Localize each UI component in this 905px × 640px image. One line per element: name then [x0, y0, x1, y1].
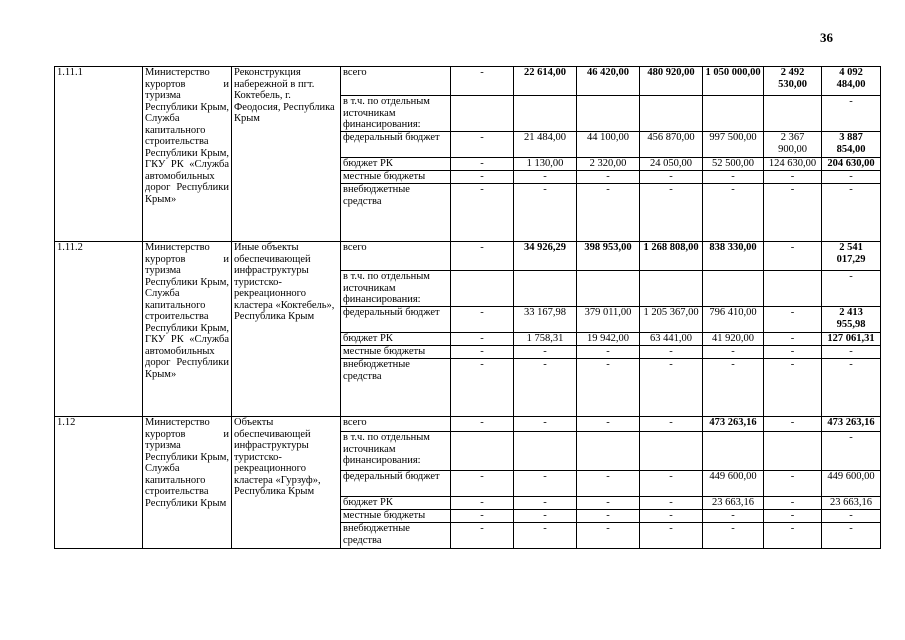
- amount-cell: -: [764, 333, 822, 346]
- amount-cell: [451, 96, 514, 132]
- amount-cell: [703, 432, 764, 471]
- amount-cell: 127 061,31: [822, 333, 881, 346]
- amount-cell: -: [514, 171, 577, 184]
- amount-cell: -: [451, 523, 514, 549]
- amount-cell: -: [451, 471, 514, 497]
- funding-source-label: федеральный бюджет: [341, 132, 451, 158]
- amount-cell: -: [764, 242, 822, 271]
- amount-cell: -: [822, 359, 881, 417]
- amount-cell: 473 263,16: [703, 417, 764, 432]
- amount-cell: -: [822, 96, 881, 132]
- amount-cell: 3 887 854,00: [822, 132, 881, 158]
- amount-cell: 22 614,00: [514, 67, 577, 96]
- amount-cell: -: [703, 510, 764, 523]
- amount-cell: -: [577, 471, 640, 497]
- amount-cell: -: [822, 346, 881, 359]
- amount-cell: -: [764, 497, 822, 510]
- page-number: 36: [820, 30, 833, 45]
- amount-cell: -: [640, 171, 703, 184]
- amount-cell: -: [764, 471, 822, 497]
- table-row: [55, 417, 881, 432]
- amount-cell: 2 367 900,00: [764, 132, 822, 158]
- amount-cell: [514, 432, 577, 471]
- funding-source-label: местные бюджеты: [341, 171, 451, 184]
- amount-cell: -: [451, 67, 514, 96]
- amount-cell: 398 953,00: [577, 242, 640, 271]
- amount-cell: 204 630,00: [822, 158, 881, 171]
- amount-cell: [451, 432, 514, 471]
- funding-source-label: федеральный бюджет: [341, 307, 451, 333]
- executor-cell: Министерство курортов и туризма Республики Крым, Служба капитального строительства Республики Крым, ГКУ РК «Служба автомобильных дорог Республики Крым»: [143, 67, 232, 242]
- amount-cell: -: [514, 184, 577, 242]
- amount-cell: -: [451, 171, 514, 184]
- amount-cell: -: [822, 271, 881, 307]
- amount-cell: -: [451, 417, 514, 432]
- amount-cell: -: [514, 497, 577, 510]
- amount-cell: 2 492 530,00: [764, 67, 822, 96]
- amount-cell: 34 926,29: [514, 242, 577, 271]
- amount-cell: [577, 432, 640, 471]
- amount-cell: -: [822, 184, 881, 242]
- funding-source-label: бюджет РК: [341, 333, 451, 346]
- amount-cell: -: [451, 333, 514, 346]
- amount-cell: [764, 271, 822, 307]
- amount-cell: -: [514, 523, 577, 549]
- item-number: 1.12: [55, 417, 143, 549]
- amount-cell: 2 413 955,98: [822, 307, 881, 333]
- amount-cell: [640, 96, 703, 132]
- amount-cell: 1 130,00: [514, 158, 577, 171]
- amount-cell: [514, 96, 577, 132]
- amount-cell: 63 441,00: [640, 333, 703, 346]
- amount-cell: -: [451, 346, 514, 359]
- amount-cell: -: [764, 417, 822, 432]
- amount-cell: 2 320,00: [577, 158, 640, 171]
- amount-cell: -: [577, 346, 640, 359]
- amount-cell: 379 011,00: [577, 307, 640, 333]
- amount-cell: -: [640, 471, 703, 497]
- amount-cell: -: [764, 510, 822, 523]
- amount-cell: 41 920,00: [703, 333, 764, 346]
- funding-source-label: в т.ч. по отдельным источникам финансирования:: [341, 96, 451, 132]
- amount-cell: -: [764, 346, 822, 359]
- amount-cell: -: [640, 346, 703, 359]
- amount-cell: 796 410,00: [703, 307, 764, 333]
- amount-cell: 456 870,00: [640, 132, 703, 158]
- amount-cell: -: [451, 132, 514, 158]
- amount-cell: -: [822, 171, 881, 184]
- amount-cell: 1 050 000,00: [703, 67, 764, 96]
- funding-source-label: внебюджетные средства: [341, 359, 451, 417]
- funding-source-label: в т.ч. по отдельным источникам финансирования:: [341, 432, 451, 471]
- amount-cell: 473 263,16: [822, 417, 881, 432]
- amount-cell: [514, 271, 577, 307]
- amount-cell: -: [640, 184, 703, 242]
- amount-cell: -: [451, 184, 514, 242]
- amount-cell: -: [577, 523, 640, 549]
- amount-cell: -: [514, 417, 577, 432]
- amount-cell: [577, 271, 640, 307]
- amount-cell: -: [514, 471, 577, 497]
- item-number: 1.11.1: [55, 67, 143, 242]
- funding-source-label: местные бюджеты: [341, 510, 451, 523]
- amount-cell: -: [451, 158, 514, 171]
- executor-cell: Министерство курортов и туризма Республики Крым, Служба капитального строительства Республики Крым: [143, 417, 232, 549]
- amount-cell: -: [764, 359, 822, 417]
- amount-cell: -: [451, 242, 514, 271]
- amount-cell: 24 050,00: [640, 158, 703, 171]
- amount-cell: -: [640, 523, 703, 549]
- amount-cell: 449 600,00: [703, 471, 764, 497]
- funding-source-label: местные бюджеты: [341, 346, 451, 359]
- amount-cell: 997 500,00: [703, 132, 764, 158]
- funding-source-label: федеральный бюджет: [341, 471, 451, 497]
- amount-cell: 23 663,16: [822, 497, 881, 510]
- amount-cell: -: [514, 359, 577, 417]
- amount-cell: 21 484,00: [514, 132, 577, 158]
- amount-cell: [703, 96, 764, 132]
- amount-cell: [764, 96, 822, 132]
- amount-cell: -: [640, 510, 703, 523]
- amount-cell: [764, 432, 822, 471]
- amount-cell: 838 330,00: [703, 242, 764, 271]
- amount-cell: -: [640, 359, 703, 417]
- amount-cell: -: [451, 359, 514, 417]
- amount-cell: -: [577, 510, 640, 523]
- amount-cell: -: [451, 497, 514, 510]
- amount-cell: 1 268 808,00: [640, 242, 703, 271]
- table-row: [55, 242, 881, 271]
- budget-table: [54, 66, 881, 549]
- amount-cell: -: [822, 432, 881, 471]
- amount-cell: 2 541 017,29: [822, 242, 881, 271]
- object-cell: Объекты обеспечивающей инфраструктуры туристско-рекреационного кластера «Гурзуф», Республика Крым: [232, 417, 341, 549]
- amount-cell: -: [703, 346, 764, 359]
- amount-cell: [640, 432, 703, 471]
- amount-cell: -: [764, 523, 822, 549]
- amount-cell: 124 630,00: [764, 158, 822, 171]
- amount-cell: -: [577, 497, 640, 510]
- amount-cell: -: [703, 171, 764, 184]
- amount-cell: [451, 271, 514, 307]
- amount-cell: [703, 271, 764, 307]
- funding-source-label: внебюджетные средства: [341, 523, 451, 549]
- object-cell: Реконструкция набережной в пгт. Коктебель, г. Феодосия, Республика Крым: [232, 67, 341, 242]
- amount-cell: 480 920,00: [640, 67, 703, 96]
- object-cell: Иные объекты обеспечивающей инфраструктуры туристско-рекреационного кластера «Коктебель», Республика Крым: [232, 242, 341, 417]
- funding-source-label: всего: [341, 67, 451, 96]
- amount-cell: -: [764, 184, 822, 242]
- amount-cell: 44 100,00: [577, 132, 640, 158]
- amount-cell: -: [822, 510, 881, 523]
- budget-body: [55, 67, 881, 549]
- amount-cell: 1 205 367,00: [640, 307, 703, 333]
- amount-cell: 52 500,00: [703, 158, 764, 171]
- amount-cell: -: [822, 523, 881, 549]
- amount-cell: -: [640, 417, 703, 432]
- amount-cell: -: [451, 510, 514, 523]
- amount-cell: -: [514, 346, 577, 359]
- amount-cell: 46 420,00: [577, 67, 640, 96]
- amount-cell: 449 600,00: [822, 471, 881, 497]
- funding-source-label: всего: [341, 242, 451, 271]
- item-number: 1.11.2: [55, 242, 143, 417]
- amount-cell: -: [703, 184, 764, 242]
- executor-cell: Министерство курортов и туризма Республики Крым, Служба капитального строительства Республики Крым, ГКУ РК «Служба автомобильных дорог Республики Крым»: [143, 242, 232, 417]
- funding-source-label: внебюджетные средства: [341, 184, 451, 242]
- funding-source-label: бюджет РК: [341, 158, 451, 171]
- amount-cell: -: [764, 171, 822, 184]
- amount-cell: 23 663,16: [703, 497, 764, 510]
- amount-cell: 1 758,31: [514, 333, 577, 346]
- amount-cell: 19 942,00: [577, 333, 640, 346]
- amount-cell: 4 092 484,00: [822, 67, 881, 96]
- amount-cell: [640, 271, 703, 307]
- amount-cell: -: [577, 359, 640, 417]
- amount-cell: 33 167,98: [514, 307, 577, 333]
- amount-cell: -: [514, 510, 577, 523]
- amount-cell: -: [703, 523, 764, 549]
- funding-source-label: всего: [341, 417, 451, 432]
- funding-source-label: бюджет РК: [341, 497, 451, 510]
- amount-cell: -: [577, 417, 640, 432]
- amount-cell: -: [640, 497, 703, 510]
- amount-cell: -: [451, 307, 514, 333]
- amount-cell: -: [703, 359, 764, 417]
- amount-cell: -: [764, 307, 822, 333]
- table-row: [55, 67, 881, 96]
- amount-cell: [577, 96, 640, 132]
- amount-cell: -: [577, 184, 640, 242]
- amount-cell: -: [577, 171, 640, 184]
- funding-source-label: в т.ч. по отдельным источникам финансирования:: [341, 271, 451, 307]
